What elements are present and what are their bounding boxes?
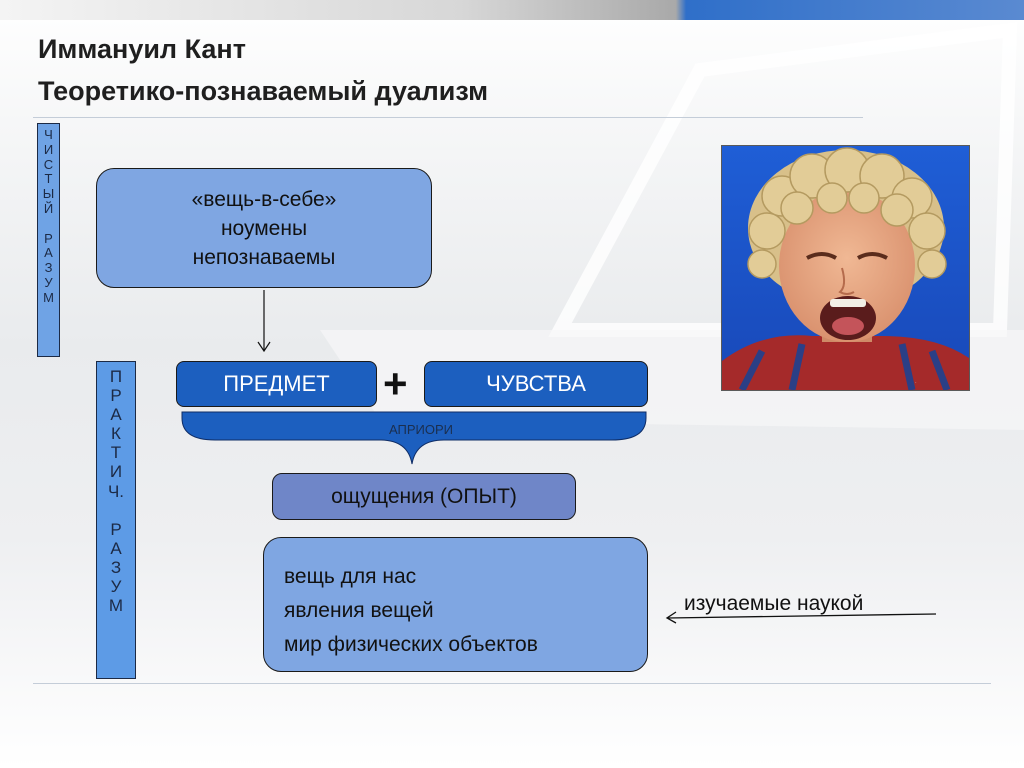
physical-world-line: мир физических объектов [284, 633, 538, 656]
thing-for-us-line: вещь для нас [284, 565, 417, 588]
pure-reason-label: Ч И С Т Ы Й Р А З У М [37, 123, 60, 357]
unknowable-line: непознаваемы [192, 245, 336, 269]
practical-reason-label: П Р А К Т И Ч. Р А З У М [96, 361, 136, 679]
senses-box: ЧУВСТВА [424, 361, 648, 407]
slide-subtitle: Теоретико-познаваемый дуализм [38, 76, 489, 106]
photo-credit-watermark: · [915, 380, 917, 386]
object-box: ПРЕДМЕТ [176, 361, 377, 407]
noumena-line: ноумены [220, 216, 308, 240]
phenomena-line: явления вещей [284, 599, 434, 622]
plus-sign: + [383, 360, 408, 407]
apriori-label: АПРИОРИ [389, 422, 454, 437]
slide-title: Иммануил Кант [38, 34, 246, 64]
apriori-brace [182, 412, 646, 464]
sensations-box: ощущения (ОПЫТ) [272, 473, 576, 520]
studied-by-science-label: изучаемые наукой [684, 592, 864, 615]
thing-for-us-box [263, 537, 648, 672]
thing-in-itself-line: «вещь-в-себе» [191, 187, 337, 211]
crying-child-photo [721, 145, 970, 391]
